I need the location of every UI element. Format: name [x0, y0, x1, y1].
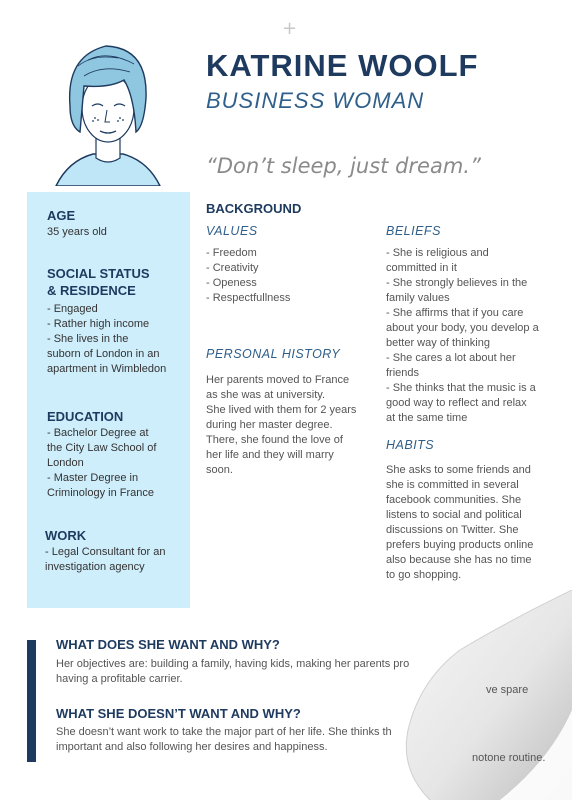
crosshair-mark: + [282, 18, 298, 39]
dont-want-text-line1: She doesn’t want work to take the major part of her life. She thinks th [56, 726, 392, 738]
dont-want-heading: WHAT SHE DOESN’T WANT AND WHY? [56, 706, 301, 721]
wants-text-line1: Her objectives are: building a family, having kids, making her parents pro [56, 658, 410, 670]
wants-heading: WHAT DOES SHE WANT AND WHY? [56, 637, 280, 652]
beliefs-heading: BELIEFS [386, 224, 441, 238]
values-heading: VALUES [206, 224, 258, 238]
dont-want-text-overflow: notone routine. [472, 752, 546, 764]
persona-name: KATRINE WOOLF [206, 48, 479, 83]
values-text: - Freedom - Creativity - Openess - Respectfullness [206, 247, 291, 304]
persona-quote: “Don’t sleep, just dream.” [206, 154, 481, 178]
work-heading: WORK [45, 528, 87, 543]
education-heading: EDUCATION [47, 409, 124, 424]
age-heading: AGE [47, 208, 76, 223]
habits-heading: HABITS [386, 438, 435, 452]
wants-text-overflow: ve spare [486, 684, 529, 696]
wants-text-line2: having a profitable carrier. [56, 673, 183, 685]
education-text: - Bachelor Degree at the City Law School of London - Master Degree in Criminology in France [47, 427, 157, 499]
habits-text: She asks to some friends and she is committed in several facebook communities. She listens to social and political discussions on Twitter. She prefers buying products online also because she has no time to go shopping. [386, 464, 534, 581]
personal-history-text: Her parents moved to France as she was at university. She lived with them for 2 years during her master degree. There, she found the love of her life and they will marry soon. [206, 374, 357, 476]
social-status-text: - Engaged - Rather high income - She lives in the suborn of London in an apartment in Wimbledon [47, 303, 167, 375]
portrait-illustration [48, 36, 168, 186]
age-value: 35 years old [47, 226, 107, 238]
dont-want-text-line2: important and also following her desires and happiness. [56, 741, 328, 753]
beliefs-text: - She is religious and committed in it - She strongly believes in the family values - She affirms that if you care about your body, you develop a better way of thinking - She cares a lot about her friends - She thinks that the music is a good way to reflect and relax at the same time [386, 247, 539, 424]
personal-history-heading: PERSONAL HISTORY [206, 347, 341, 361]
social-status-heading: SOCIAL STATUS & RESIDENCE [47, 266, 150, 298]
persona-role: BUSINESS WOMAN [206, 88, 425, 113]
background-heading: BACKGROUND [206, 201, 302, 216]
accent-bar [27, 640, 36, 762]
work-text: - Legal Consultant for an investigation agency [45, 546, 166, 573]
